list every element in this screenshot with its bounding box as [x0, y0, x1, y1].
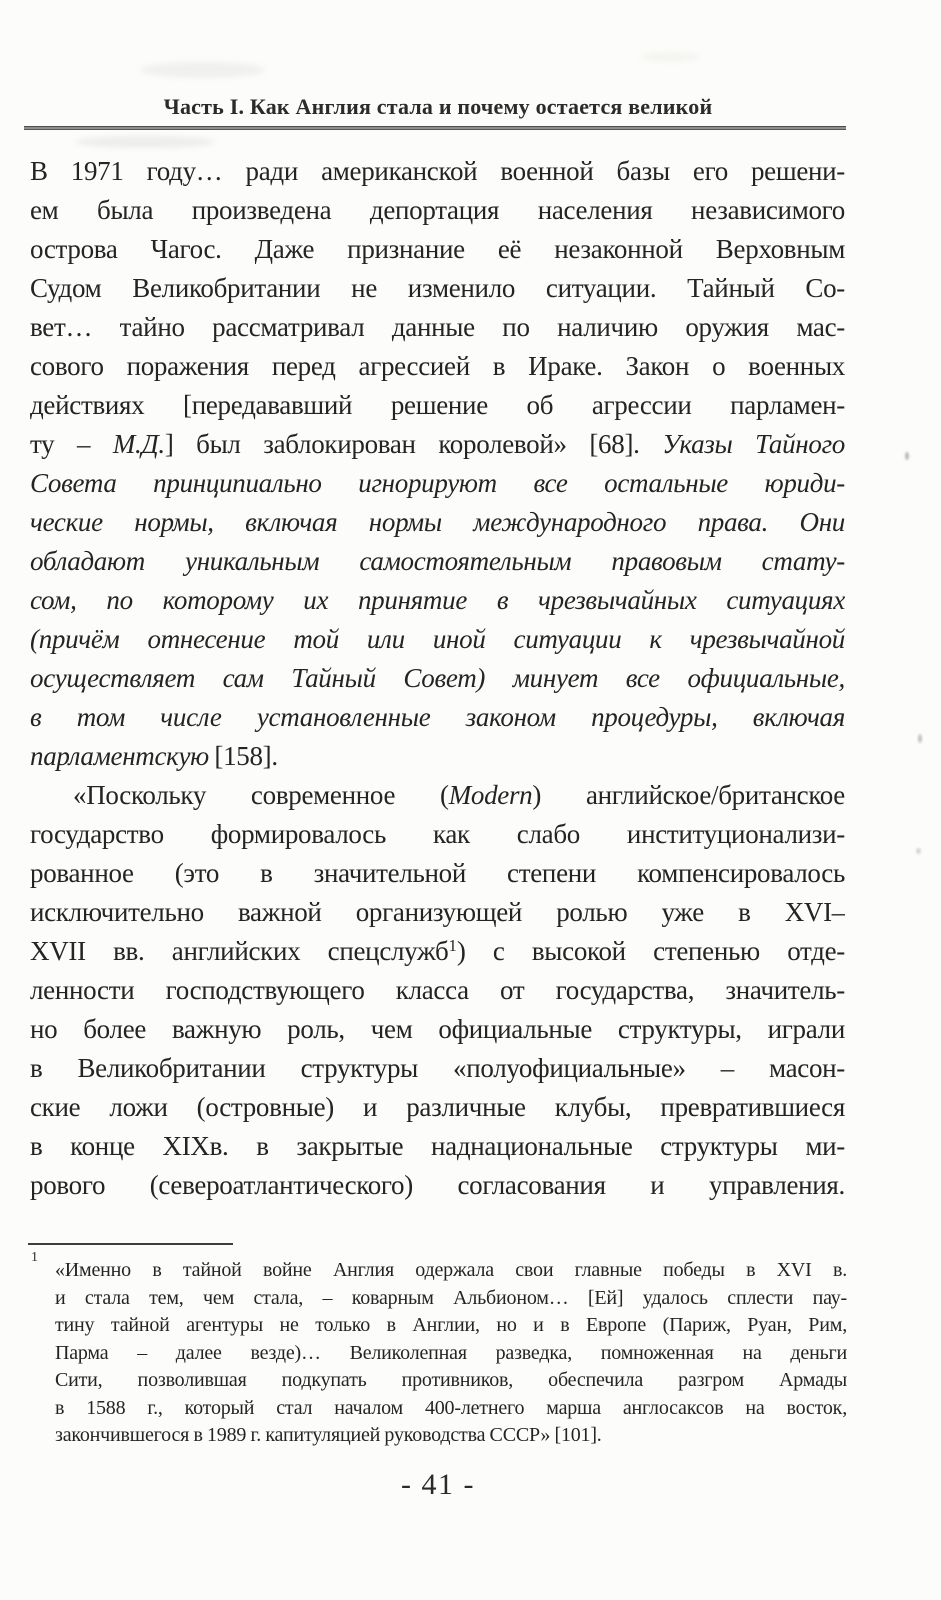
text-line [30, 854, 845, 893]
text-line [30, 230, 845, 269]
scan-artifact [905, 452, 909, 460]
text-run: ем была произведена депортация населения независимого [30, 195, 845, 225]
text-line [55, 1367, 847, 1395]
text-line [30, 191, 845, 230]
italic-run: парламентскую [30, 741, 215, 771]
text-run: Парма – далее везде)… Великолепная разведка, помноженная на деньги [55, 1341, 847, 1364]
text-line [55, 1422, 847, 1450]
italic-run: сом, по которому их принятие в чрезвычайных ситуациях [30, 585, 845, 615]
text-run: XVII вв. английских спецслужб [30, 936, 449, 966]
text-line [30, 503, 845, 542]
text-run: острова Чагос. Даже признание её незаконной Верховным [30, 234, 845, 264]
text-run: [158]. [214, 741, 278, 771]
text-line [30, 737, 845, 776]
text-run: ленности господствующего класса от государства, значитель- [30, 975, 845, 1005]
footnote [55, 1257, 847, 1450]
italic-run: Modern [448, 780, 533, 810]
text-run: «Поскольку современное ( [73, 780, 449, 810]
text-line [30, 620, 845, 659]
italic-run: (причём отнесение той или иной ситуации к чрезвычайной [30, 624, 845, 654]
scan-artifact [140, 62, 265, 78]
text-line [30, 1166, 845, 1205]
text-run: ские ложи (островные) и различные клубы, превратившиеся [30, 1092, 845, 1122]
text-line [30, 698, 845, 737]
text-line [30, 1049, 845, 1088]
text-run: рованное (это в значительной степени компенсировалось [30, 858, 845, 888]
text-line [30, 386, 845, 425]
text-run: Сити, позволившая подкупать противников, обеспечила разгром Армады [55, 1369, 847, 1391]
text-run: ) с высокой степенью отде- [456, 936, 845, 966]
text-line [30, 1010, 845, 1049]
text-line [30, 347, 845, 386]
text-run: сового поражения перед агрессией в Ираке. Закон о военных [30, 351, 845, 381]
text-line [55, 1257, 847, 1285]
italic-run: ческие нормы, включая нормы международного права. Они [30, 507, 845, 537]
italic-run: Совета принципиально игнорируют все остальные юриди- [30, 468, 845, 498]
italic-run: Указы Тайного [662, 429, 845, 459]
footnote-separator [28, 1243, 233, 1245]
text-run: в 1588 г., который стал началом 400-летнего марша англосаксов на восток, [55, 1396, 847, 1419]
text-run: ) английское/британское [532, 780, 845, 810]
text-line [30, 542, 845, 581]
text-run: ] был заблокирован королевой» [68]. [164, 429, 663, 459]
scan-artifact [75, 136, 215, 148]
italic-run: обладают уникальным самостоятельным правовым стату- [30, 546, 845, 576]
text-run: рового (североатлантического) согласования и управления. [30, 1170, 845, 1200]
footnote-marker: 1 [31, 1250, 38, 1265]
text-line [55, 1395, 847, 1423]
body-text [30, 152, 845, 1205]
paragraph [30, 152, 845, 776]
italic-run: в том числе установленные законом процедуры, включая [30, 702, 845, 732]
text-line [30, 425, 845, 464]
text-run: и стала тем, чем стала, – коварным Альбионом… [Ей] удалось сплести пау- [55, 1286, 847, 1309]
text-line [30, 581, 845, 620]
text-run: в конце XIXв. в закрытые наднациональные структуры ми- [30, 1131, 845, 1161]
text-line [30, 464, 845, 503]
text-line [30, 152, 845, 191]
italic-run: осуществляет сам Тайный Совет) минует все официальные, [30, 663, 845, 693]
text-line [30, 1088, 845, 1127]
text-run: исключительно важной организующей ролью уже в XVI– [30, 897, 845, 927]
text-run: ту – [30, 429, 113, 459]
text-run: В 1971 году… ради американской военной базы его решени- [30, 156, 845, 186]
text-line [30, 971, 845, 1010]
paragraph [30, 776, 845, 1205]
text-run: закончившегося в 1989 г. капитуляцией руководства СССР» [101]. [55, 1424, 602, 1446]
text-line [30, 1127, 845, 1166]
text-line [30, 932, 845, 971]
text-run: тину тайной агентуры не только в Англии, но и в Европе (Париж, Руан, Рим, [55, 1314, 847, 1336]
text-line [30, 308, 845, 347]
scan-artifact [640, 52, 700, 62]
text-line [55, 1285, 847, 1313]
scan-artifact [916, 848, 921, 854]
text-line [30, 815, 845, 854]
text-line [30, 776, 845, 815]
italic-run: М.Д. [112, 429, 165, 459]
text-run: но более важную роль, чем официальные структуры, играли [30, 1014, 845, 1044]
footnote-ref: 1 [448, 935, 457, 955]
running-header: Часть I. Как Англия стала и почему остается великой [163, 94, 713, 119]
text-run: в Великобритании структуры «полуофициальные» – масон- [30, 1053, 845, 1083]
text-run: действиях [передававший решение об агрессии парламен- [30, 390, 845, 420]
text-line [30, 659, 845, 698]
header-rule [24, 126, 846, 130]
scan-artifact [918, 734, 922, 743]
text-run: «Именно в тайной войне Англия одержала свои главные победы в XVI в. [55, 1259, 847, 1281]
page-number: - 41 - [401, 1468, 475, 1501]
text-line [30, 893, 845, 932]
text-run: вет… тайно рассматривал данные по наличию оружия мас- [30, 312, 845, 342]
text-run: государство формировалось как слабо институционализи- [30, 819, 845, 849]
text-run: Судом Великобритании не изменило ситуации. Тайный Со- [30, 273, 845, 303]
text-line [55, 1340, 847, 1368]
text-line [55, 1312, 847, 1340]
text-line [30, 269, 845, 308]
